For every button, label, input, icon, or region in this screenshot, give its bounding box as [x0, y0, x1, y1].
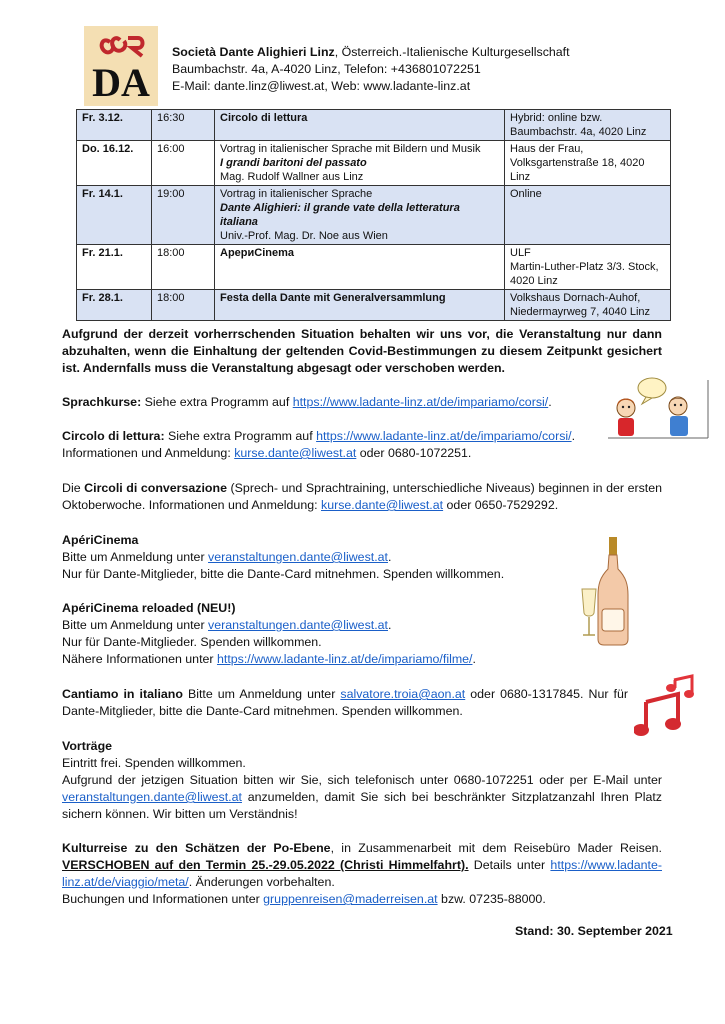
reloaded-info-text: Nähere Informationen unter — [62, 652, 217, 666]
event-location — [505, 186, 671, 245]
covid-notice: Aufgrund der derzeit vorherrschenden Situation behalten wir uns vor, die Veranstaltung nur dann abzuhalten, wenn die Einhaltung der geltenden Covid-Bestimmungen zu diesem Zeitpunkt gesichert ist. Andernfalls muss die Veranstaltung abgesagt oder verschoben werden. — [62, 327, 662, 375]
conversazione-label: Circoli di conversazione — [84, 481, 227, 495]
table-row — [77, 290, 671, 321]
event-location — [505, 141, 671, 186]
punctuation: . — [472, 652, 476, 666]
event-time: 18:00 — [152, 290, 215, 321]
event-time: 16:00 — [152, 141, 215, 186]
apericinema-title: ApériCinema — [62, 533, 139, 547]
vortraege-text: Aufgrund der jetzigen Situation bitten wir Sie, sich telefonisch unter 0680-1072251 oder per E-Mail unter — [62, 773, 662, 787]
event-time: 18:00 — [152, 245, 215, 290]
org-name: Società Dante Alighieri Linz — [172, 45, 335, 59]
event-title: ApериCinema — [215, 245, 505, 290]
event-time: 19:00 — [152, 186, 215, 245]
kulturreise-link[interactable]: https://www.ladante-linz.at/de/viaggio/meta/ — [62, 858, 662, 889]
event-description — [215, 141, 505, 186]
sprachkurse-section — [62, 394, 662, 411]
circolo-section — [62, 428, 662, 462]
event-type: Vortrag in italienischer Sprache mit Bildern und Musik — [220, 143, 481, 155]
table-row — [77, 110, 671, 141]
cantiamo-label: Cantiamo in italiano — [62, 687, 183, 701]
circolo-email-link[interactable]: kurse.dante@liwest.at — [234, 446, 357, 460]
event-location — [505, 245, 671, 290]
event-time: 16:30 — [152, 110, 215, 141]
logo-text: DA — [92, 60, 150, 105]
conversazione-text: (Sprech- und Sprachtraining, unterschiedliche Niveaus) beginnen in der ersten Oktoberwoche. Informationen und Anmeldung: — [62, 481, 663, 512]
vortraege-text: anzumelden, damit Sie sich bei beschränkter Sitzplatzanzahl Ihren Platz sichern können. Wir bitten um Verständnis! — [62, 790, 662, 821]
sprachkurse-label: Sprachkurse: — [62, 395, 142, 409]
punctuation: . — [388, 618, 392, 632]
table-row — [77, 245, 671, 290]
event-description — [215, 186, 505, 245]
apericinema-email-link[interactable]: veranstaltungen.dante@liwest.at — [208, 550, 388, 564]
apericinema-note: Nur für Dante-Mitglieder, bitte die Dante-Card mitnehmen. Spenden willkommen. — [62, 567, 505, 581]
reloaded-email-link[interactable]: veranstaltungen.dante@liwest.at — [208, 618, 388, 632]
kulturreise-email-link[interactable]: gruppenreisen@maderreisen.at — [263, 892, 438, 906]
kulturreise-section — [62, 840, 662, 908]
vortraege-title: Vorträge — [62, 739, 113, 753]
event-location-line: Niedermayrweg 7, 4040 Linz — [510, 306, 651, 318]
event-type: Vortrag in italienischer Sprache — [220, 188, 373, 200]
vortraege-section — [62, 738, 662, 823]
reloaded-link[interactable]: https://www.ladante-linz.at/de/impariamo/filme/ — [216, 652, 473, 666]
event-date: Fr. 21.1. — [77, 245, 152, 290]
event-date: Fr. 3.12. — [77, 110, 152, 141]
table-row — [77, 186, 671, 245]
reloaded-section — [62, 600, 662, 668]
conversazione-section — [62, 480, 662, 514]
circolo-link[interactable]: https://www.ladante-linz.at/de/impariamo/corsi/ — [316, 429, 572, 443]
event-location — [505, 110, 671, 141]
org-subtitle: , Österreich.-Italienische Kulturgesellschaft — [334, 45, 570, 59]
prosecco-illustration — [578, 535, 640, 647]
cantiamo-text: Bitte um Anmeldung unter — [182, 687, 341, 701]
reloaded-text: Bitte um Anmeldung unter — [62, 618, 209, 632]
cantiamo-email-link[interactable]: salvatore.troia@aon.at — [340, 687, 466, 701]
event-title: Circolo di lettura — [215, 110, 505, 141]
event-title: Festa della Dante mit Generalversammlung — [215, 290, 505, 321]
event-date: Fr. 28.1. — [77, 290, 152, 321]
event-title: Dante Alighieri: il grande vate della letteratura italiana — [220, 202, 460, 228]
event-location-line: Volkshaus Dornach-Auhof, — [510, 292, 641, 304]
sprachkurse-text: Siehe extra Programm auf — [141, 395, 293, 409]
kulturreise-postponed: VERSCHOBEN auf den Termin 25.-29.05.2022 (Christi Himmelfahrt). — [62, 858, 469, 872]
conversazione-text: Die — [62, 481, 85, 495]
conversazione-email-link[interactable]: kurse.dante@liwest.at — [321, 498, 444, 512]
circolo-info-text: Informationen und Anmeldung: — [62, 446, 235, 460]
circolo-label: Circolo di lettura: — [62, 429, 165, 443]
event-date: Fr. 14.1. — [77, 186, 152, 245]
music-notes-illustration — [634, 672, 698, 742]
event-speaker: Univ.-Prof. Mag. Dr. Noe aus Wien — [220, 230, 388, 242]
org-address: Baumbachstr. 4a, A-4020 Linz, Telefon: +436801072251 — [172, 62, 481, 76]
org-contact: E-Mail: dante.linz@liwest.at, Web: www.ladante-linz.at — [172, 79, 471, 93]
event-location-line: Baumbachstr. 4a, 4020 Linz — [510, 126, 647, 138]
reloaded-note: Nur für Dante-Mitglieder. Spenden willkommen. — [62, 635, 322, 649]
event-location — [505, 290, 671, 321]
kulturreise-text: . Änderungen vorbehalten. — [188, 875, 335, 889]
event-location-line: Volksgartenstraße 18, 4020 Linz — [510, 157, 645, 183]
event-date: Do. 16.12. — [77, 141, 152, 186]
dante-logo — [84, 26, 158, 106]
circolo-text: Siehe extra Programm auf — [164, 429, 317, 443]
event-location-line: ULF — [510, 247, 531, 259]
vortraege-entry: Eintritt frei. Spenden willkommen. — [62, 756, 246, 770]
events-table — [76, 109, 671, 321]
circolo-phone: oder 0680-1072251. — [356, 446, 472, 460]
event-location-line: Online — [510, 188, 542, 200]
sprachkurse-link[interactable]: https://www.ladante-linz.at/de/impariamo/corsi/ — [292, 395, 549, 409]
conversazione-phone: oder 0650-7529292. — [443, 498, 559, 512]
table-row — [77, 141, 671, 186]
reloaded-title: ApériCinema reloaded (NEU!) — [62, 601, 236, 615]
event-location-line: Hybrid: online bzw. — [510, 112, 603, 124]
punctuation: . — [548, 395, 552, 409]
apericinema-text: Bitte um Anmeldung unter — [62, 550, 209, 564]
punctuation: . — [388, 550, 392, 564]
punctuation: . — [571, 429, 576, 443]
kulturreise-label: Kulturreise zu den Schätzen der Po-Ebene — [62, 841, 331, 855]
apericinema-section — [62, 532, 662, 583]
cantiamo-text: oder 0680-1317845. Nur für Dante-Mitglieder, bitte die Dante-Card mitnehmen. Spenden willkommen. — [62, 687, 628, 718]
vortraege-email-link[interactable]: veranstaltungen.dante@liwest.at — [62, 790, 242, 804]
kulturreise-phone: bzw. 07235-88000. — [437, 892, 546, 906]
conversation-illustration — [606, 374, 710, 440]
event-location-line: Haus der Frau, — [510, 143, 584, 155]
kulturreise-text: Details unter — [468, 858, 551, 872]
header-info — [172, 44, 570, 95]
kulturreise-text: , in Zusammenarbeit mit dem Reisebüro Mader Reisen. — [330, 841, 662, 855]
event-location-line: Martin-Luther-Platz 3/3. Stock, — [510, 261, 659, 273]
cantiamo-section — [62, 686, 628, 720]
event-location-line: 4020 Linz — [510, 275, 558, 287]
kulturreise-booking-text: Buchungen und Informationen unter — [62, 892, 264, 906]
stand-date: Stand: 30. September 2021 — [515, 924, 673, 938]
event-speaker: Mag. Rudolf Wallner aus Linz — [220, 171, 364, 183]
event-title: I grandi baritoni del passato — [220, 157, 367, 169]
dante-logo-icon — [84, 26, 158, 106]
